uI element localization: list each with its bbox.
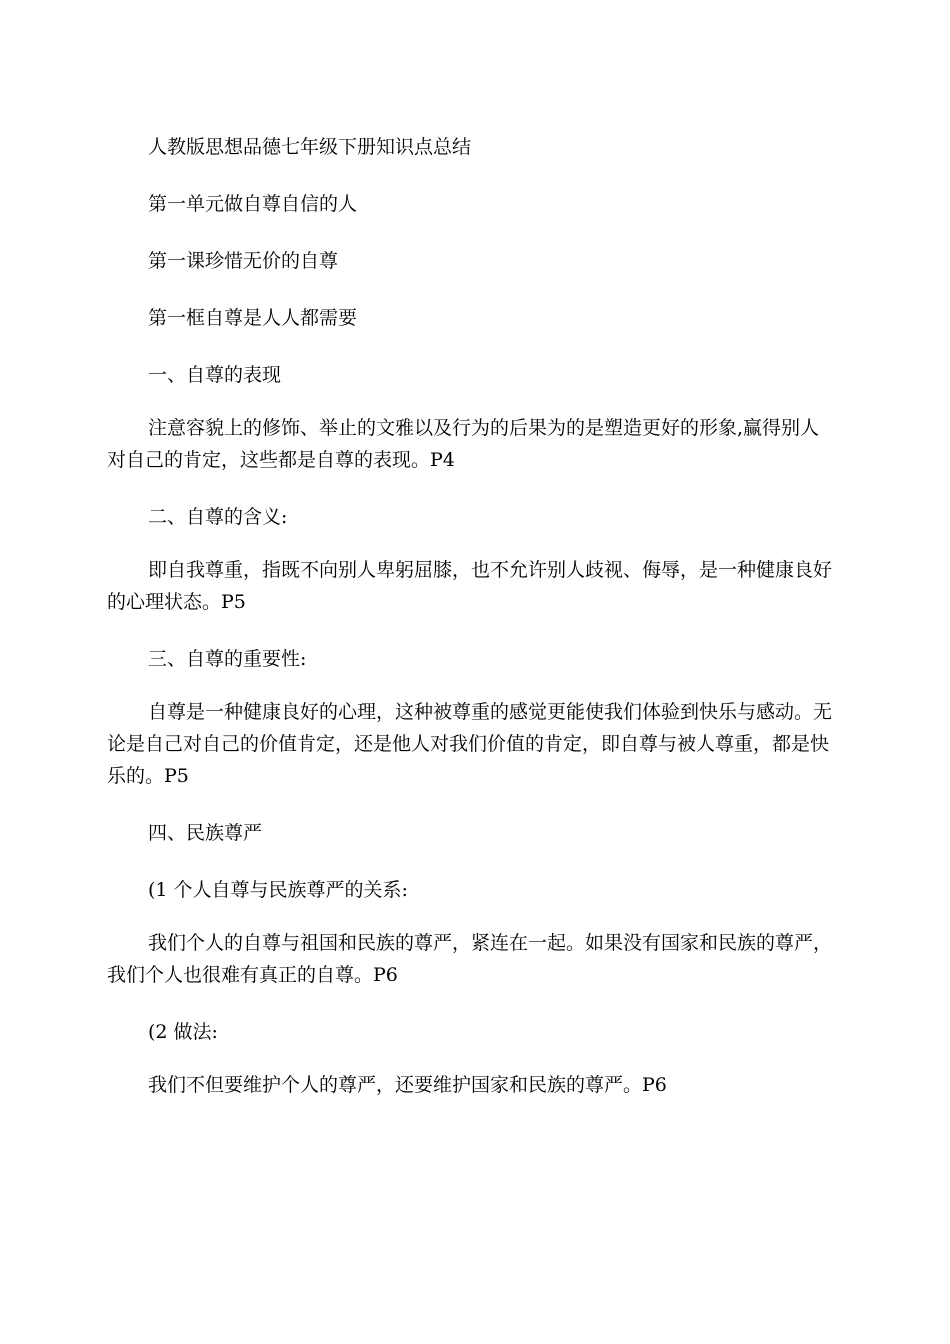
unit-heading: 第一单元做自尊自信的人	[148, 193, 358, 215]
section-heading: 二、自尊的含义:	[148, 506, 288, 528]
section-heading: 一、自尊的表现	[148, 364, 282, 386]
section-body: 自尊是一种健康良好的心理，这种被尊重的感觉更能使我们体验到快乐与感动。无论是自己对自己的价值肯定，还是他人对我们价值的肯定，即自尊与被人尊重，都是快乐的。P5	[107, 701, 833, 787]
section-heading: 三、自尊的重要性:	[148, 648, 307, 670]
subsection-heading: (1 个人自尊与民族尊严的关系:	[148, 879, 408, 901]
document-title: 人教版思想品德七年级下册知识点总结	[148, 136, 472, 158]
section-heading: 四、民族尊严	[148, 822, 263, 844]
section-body: 即自我尊重，指既不向别人卑躬屈膝，也不允许别人歧视、侮辱，是一种健康良好的心理状态。P5	[107, 559, 833, 613]
document-content	[107, 131, 837, 1101]
lesson-heading: 第一课珍惜无价的自尊	[148, 250, 339, 272]
frame-heading: 第一框自尊是人人都需要	[148, 307, 358, 329]
subsection-body: 我们个人的自尊与祖国和民族的尊严，紧连在一起。如果没有国家和民族的尊严，我们个人也很难有真正的自尊。P6	[107, 932, 833, 986]
section-body: 注意容貌上的修饰、举止的文雅以及行为的后果为的是塑造更好的形象,赢得别人对自己的肯定，这些都是自尊的表现。P4	[107, 417, 820, 471]
subsection-body: 我们不但要维护个人的尊严，还要维护国家和民族的尊严。P6	[148, 1074, 667, 1096]
subsection-heading: (2 做法:	[148, 1021, 218, 1043]
